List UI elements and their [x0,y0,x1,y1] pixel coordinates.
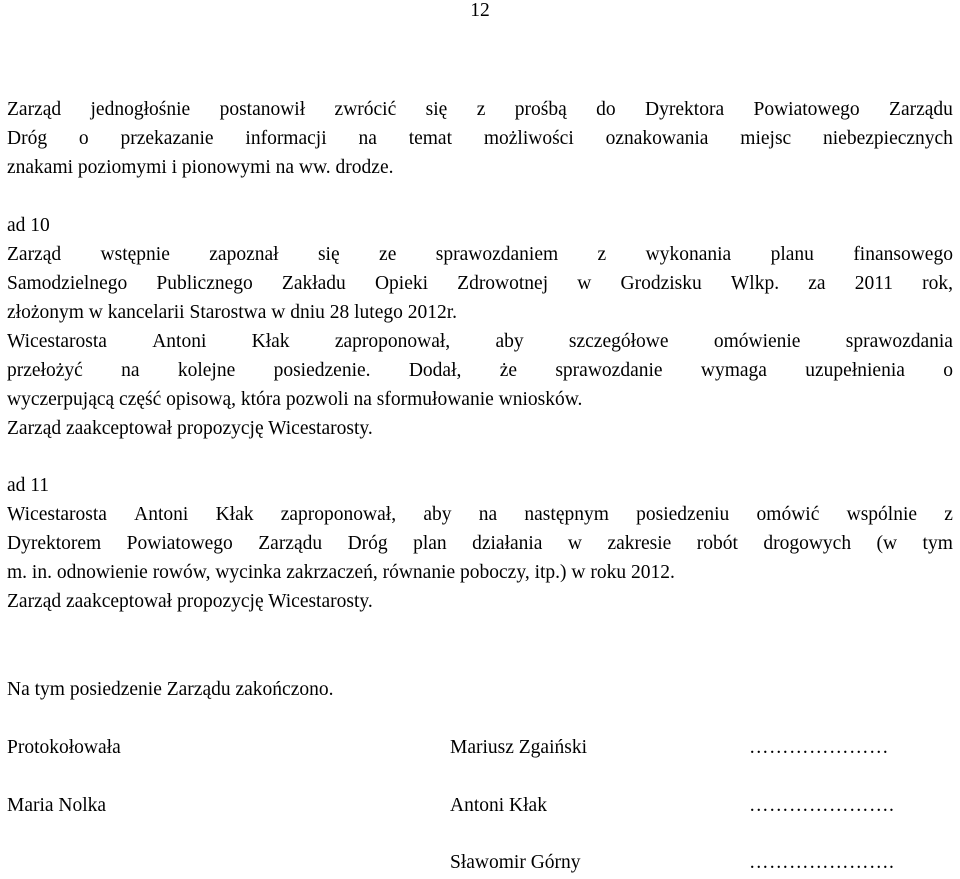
word: zapoznał [209,244,279,265]
word: jednogłośnie [90,99,191,120]
word: wstępnie [100,244,170,265]
word: prośbą [514,99,567,120]
word: Zarządu [889,99,953,120]
word: sprawozdania [845,331,953,352]
word: Dodał, [408,360,462,381]
text-line: Na tym posiedzenie Zarządu zakończono. [7,679,334,700]
word: wykonania [645,244,732,265]
word: rok, [922,273,953,294]
page-number: 12 [470,0,490,21]
text-line [7,124,953,153]
word: kolejne [177,360,236,381]
section-ad-10 [7,211,953,443]
signature-line: …………………. [749,795,895,816]
word: następnym [524,504,609,525]
word: Dyrektorem [7,533,102,554]
text-line [7,95,953,124]
signature-line: …………………. [749,852,895,873]
word: niebezpiecznych [823,128,953,149]
word: Kłak [215,504,254,525]
text-line [7,356,953,385]
word: Grodzisku [620,273,702,294]
signatory-name: Mariusz Zgaiński [450,737,588,758]
word: posiedzeniu [636,504,730,525]
text-line [7,240,953,269]
word: z [597,244,607,265]
word: zwrócić [334,99,397,120]
word: przekazanie [120,128,214,149]
word: Publicznego [156,273,253,294]
text-line: Zarząd zaakceptował propozycję Wicestarosty. [7,418,373,439]
word: zaproponował, [280,504,397,525]
word: wymaga [700,360,767,381]
word: omówić [756,504,820,525]
word: Samodzielnego [7,273,128,294]
section-heading: ad 10 [7,215,50,236]
word: oznakowania [605,128,709,149]
signatory-name: Antoni Kłak [450,795,547,816]
word: że [499,360,518,381]
word: Zakładu [281,273,346,294]
word: zaproponował, [334,331,451,352]
word: wspólnie [846,504,918,525]
word: temat [408,128,453,149]
word: drogowych [763,533,852,554]
word: w [567,533,582,554]
word: na [121,360,140,381]
word: z [944,504,953,525]
word: Wicestarosta [7,504,107,525]
word: tym [922,533,953,554]
word: postanowił [219,99,306,120]
word: Dróg [7,128,48,149]
word: o [943,360,953,381]
section-heading: ad 11 [7,475,50,496]
word: Dróg [347,533,388,554]
word: Dyrektora [645,99,725,120]
word: Kłak [251,331,290,352]
text-line: wyczerpującą część opisową, która pozwoli na sformułowanie wniosków. [7,389,583,410]
word: miejsc [740,128,792,149]
signature-line: ………………… [749,737,889,758]
word: uzupełnienia [805,360,905,381]
word: działania [472,533,543,554]
word: omówienie [713,331,801,352]
word: zakresie [607,533,672,554]
text-line [7,327,953,356]
word: Zarząd [7,99,62,120]
signatory-name: Sławomir Górny [450,852,581,873]
word: aby [423,504,452,525]
word: się [425,99,448,120]
word: Zarząd [7,244,62,265]
text-line [7,529,953,558]
word: Opieki [374,273,429,294]
word: Wicestarosta [7,331,107,352]
text-line [7,269,953,298]
word: Powiatowego [753,99,860,120]
word: planu [770,244,814,265]
text-line: znakami poziomymi i pionowymi na ww. drodze. [7,157,394,178]
word: 2011 [854,273,893,294]
recorder-name: Maria Nolka [7,795,107,816]
word: sprawozdanie [555,360,663,381]
text-line [7,500,953,529]
word: szczegółowe [568,331,669,352]
section-ad-11 [7,471,953,616]
word: do [596,99,616,120]
text-line: Zarząd zaakceptował propozycję Wicestarosty. [7,591,373,612]
word: w [577,273,592,294]
word: Antoni [134,504,189,525]
word: możliwości [483,128,574,149]
word: na [478,504,498,525]
word: za [808,273,826,294]
word: aby [495,331,524,352]
word: (w [876,533,898,554]
text-line: m. in. odnowienie rowów, wycinka zakrzaczeń, równanie poboczy, itp.) w roku 2012. [7,562,675,583]
closing-statement [7,675,953,704]
word: finansowego [853,244,953,265]
paragraph-intro [7,95,953,182]
word: Powiatowego [126,533,233,554]
word: sprawozdaniem [435,244,559,265]
word: Antoni [152,331,207,352]
word: na [358,128,377,149]
word: Zdrowotnej [457,273,549,294]
word: ze [379,244,397,265]
word: posiedzenie. [273,360,371,381]
text-line: złożonym w kancelarii Starostwa w dniu 28 lutego 2012r. [7,302,458,323]
word: z [476,99,486,120]
word: plan [413,533,447,554]
word: Wlkp. [730,273,780,294]
word: Zarządu [258,533,323,554]
word: robót [696,533,738,554]
word: informacji [245,128,327,149]
word: o [78,128,89,149]
recorder-label: Protokołowała [7,737,121,758]
word: przełożyć [7,360,83,381]
word: się [317,244,340,265]
